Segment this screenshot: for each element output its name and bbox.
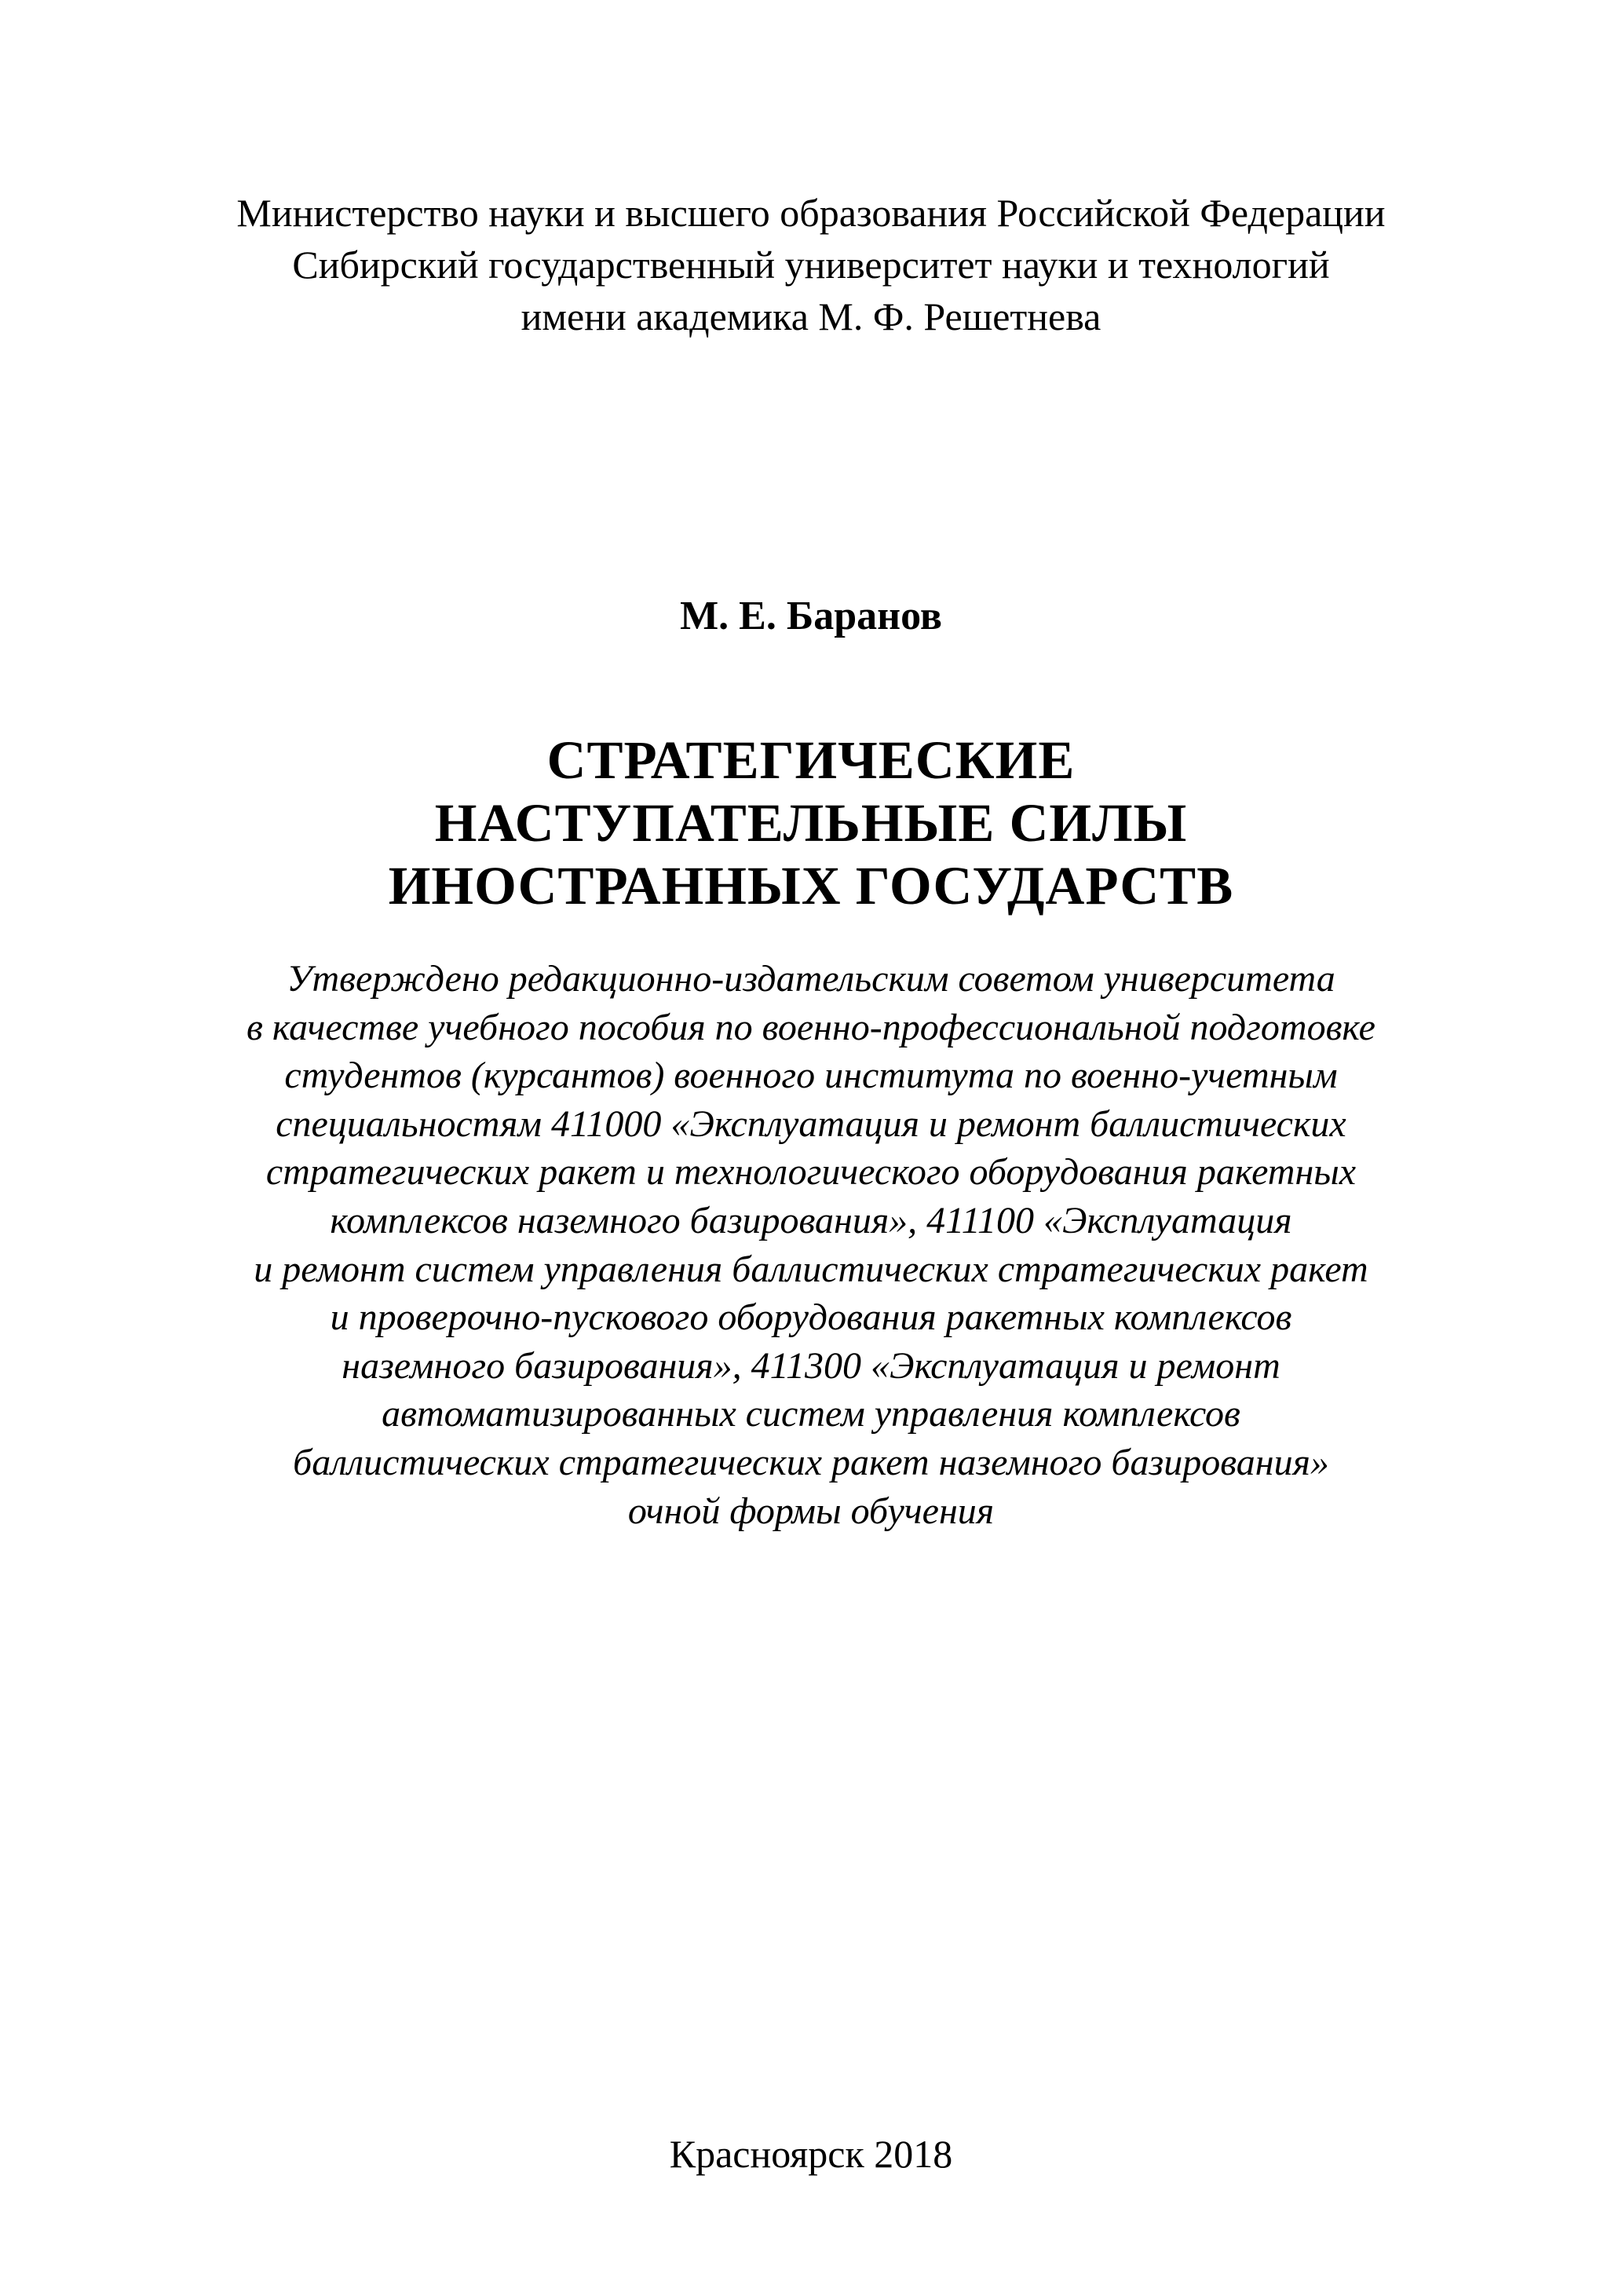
approval-line: стратегических ракет и технологического оборудования ракетных — [265, 1151, 1357, 1194]
approval-line: наземного базирования», 411300 «Эксплуатация и ремонт — [342, 1344, 1280, 1387]
university-line: Сибирский государственный университет науки и технологий — [292, 243, 1330, 287]
title-line-3: ИНОСТРАННЫХ ГОСУДАРСТВ — [388, 856, 1234, 916]
approval-line: специальностям 411000 «Эксплуатация и ремонт баллистических — [276, 1102, 1346, 1145]
title-line-1: СТРАТЕГИЧЕСКИЕ — [546, 730, 1076, 790]
approval-line: Утверждено редакционно-издательским советом университета — [287, 958, 1335, 1000]
ministry-line: Министерство науки и высшего образования Российской Федерации — [236, 191, 1386, 235]
approval-line: студентов (курсантов) военного института по военно-учетным — [284, 1055, 1338, 1097]
city-year: Красноярск 2018 — [669, 2132, 953, 2176]
approval-line: в качестве учебного пособия по военно-профессиональной подготовке — [247, 1006, 1375, 1048]
approval-line: автоматизированных систем управления комплексов — [382, 1393, 1240, 1435]
document-title — [0, 729, 1622, 917]
approval-line: и проверочно-пускового оборудования ракетных комплексов — [330, 1296, 1292, 1339]
approval-line: очной формы обучения — [627, 1490, 995, 1532]
approval-statement — [0, 955, 1622, 1535]
approval-line: комплексов наземного базирования», 411100 «Эксплуатация — [330, 1199, 1292, 1241]
institution-header — [0, 187, 1622, 342]
university-name-line: имени академика М. Ф. Решетнева — [521, 294, 1101, 338]
author-name: М. Е. Баранов — [680, 594, 942, 638]
approval-line: баллистических стратегических ракет наземного базирования» — [293, 1441, 1329, 1483]
approval-line: и ремонт систем управления баллистических стратегических ракет — [254, 1248, 1368, 1290]
title-line-2: НАСТУПАТЕЛЬНЫЕ СИЛЫ — [434, 793, 1188, 853]
